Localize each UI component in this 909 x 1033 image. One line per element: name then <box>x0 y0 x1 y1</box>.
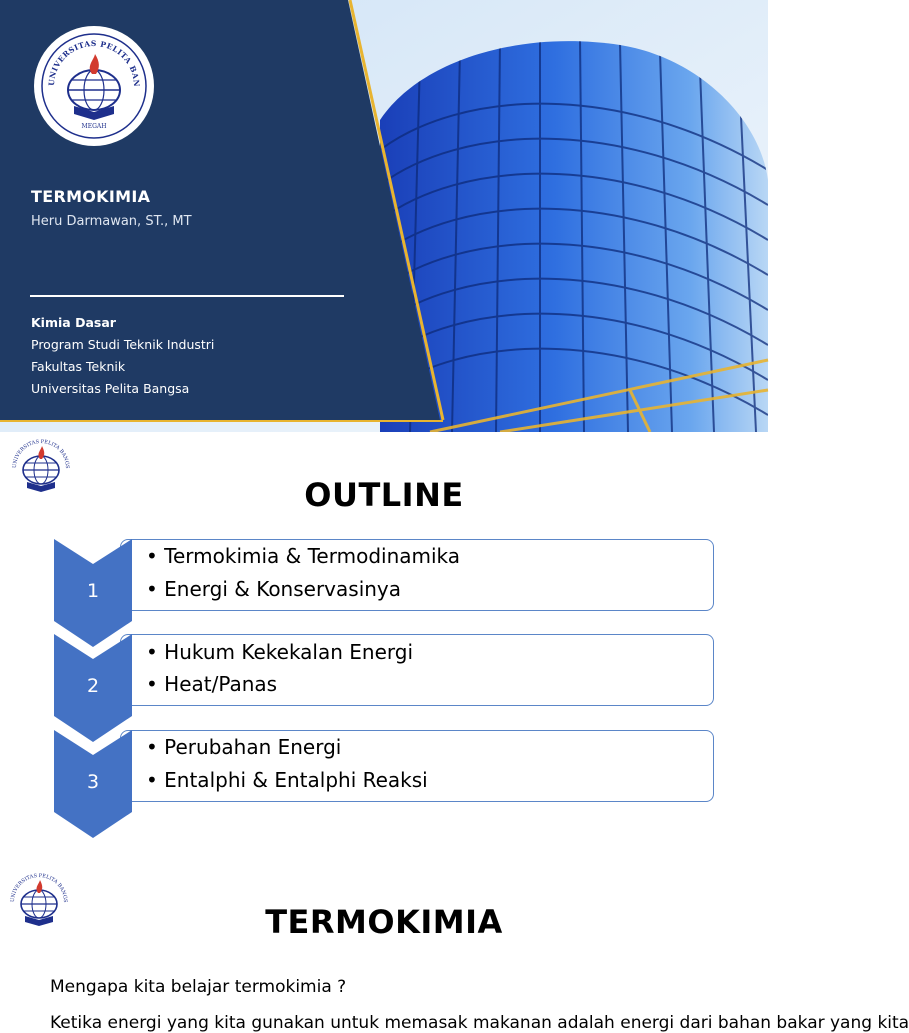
outline-slide <box>0 432 768 850</box>
svg-text:MEGAH: MEGAH <box>81 123 107 130</box>
section-title: TERMOKIMIA <box>265 903 503 941</box>
svg-text:UNIVERSITAS PELITA BANGSA: UNIVERSITAS PELITA BANGS <box>11 438 71 469</box>
outline-item-1-bullet-1: • Termokimia & Termodinamika <box>146 544 461 568</box>
presenter-name: Heru Darmawan, ST., MT <box>31 214 192 229</box>
course-name: Kimia Dasar <box>31 315 116 330</box>
question-text: Mengapa kita belajar termokimia ? <box>50 977 347 997</box>
study-program: Program Studi Teknik Industri <box>31 337 215 352</box>
outline-item-3-bullet-1: • Perubahan Energi <box>146 735 342 759</box>
outline-item-3-bullet-2: • Entalphi & Entalphi Reaksi <box>146 768 428 792</box>
svg-text:UNIVERSITAS PELITA BANGSA: UNIVERSITAS PELITA BAN <box>46 38 142 88</box>
outline-item-1-bullet-2: • Energi & Konservasinya <box>146 577 402 601</box>
outline-step-1-number: 1 <box>86 580 100 602</box>
outline-item-2-bullet-2: • Heat/Panas <box>146 672 278 696</box>
outline-item-2-bullet-1: • Hukum Kekekalan Energi <box>146 640 414 664</box>
university-logo <box>34 26 154 146</box>
svg-text:UNIVERSITAS PELITA BANGSA: UNIVERSITAS PELITA BANGS <box>9 872 69 903</box>
university-name: Universitas Pelita Bangsa <box>31 381 190 396</box>
body-text-cutoff: Ketika energi yang kita gunakan untuk memasak makanan adalah energi dari bahan bakar yang kita <box>50 1013 909 1033</box>
presentation-title: TERMOKIMIA <box>31 187 151 206</box>
outline-title: OUTLINE <box>304 476 464 514</box>
title-divider <box>30 295 344 297</box>
outline-step-2-number: 2 <box>86 675 100 697</box>
cover-slide <box>0 0 768 432</box>
faculty: Fakultas Teknik <box>31 359 126 374</box>
outline-step-3-number: 3 <box>86 771 100 793</box>
termokimia-slide <box>0 850 909 1033</box>
